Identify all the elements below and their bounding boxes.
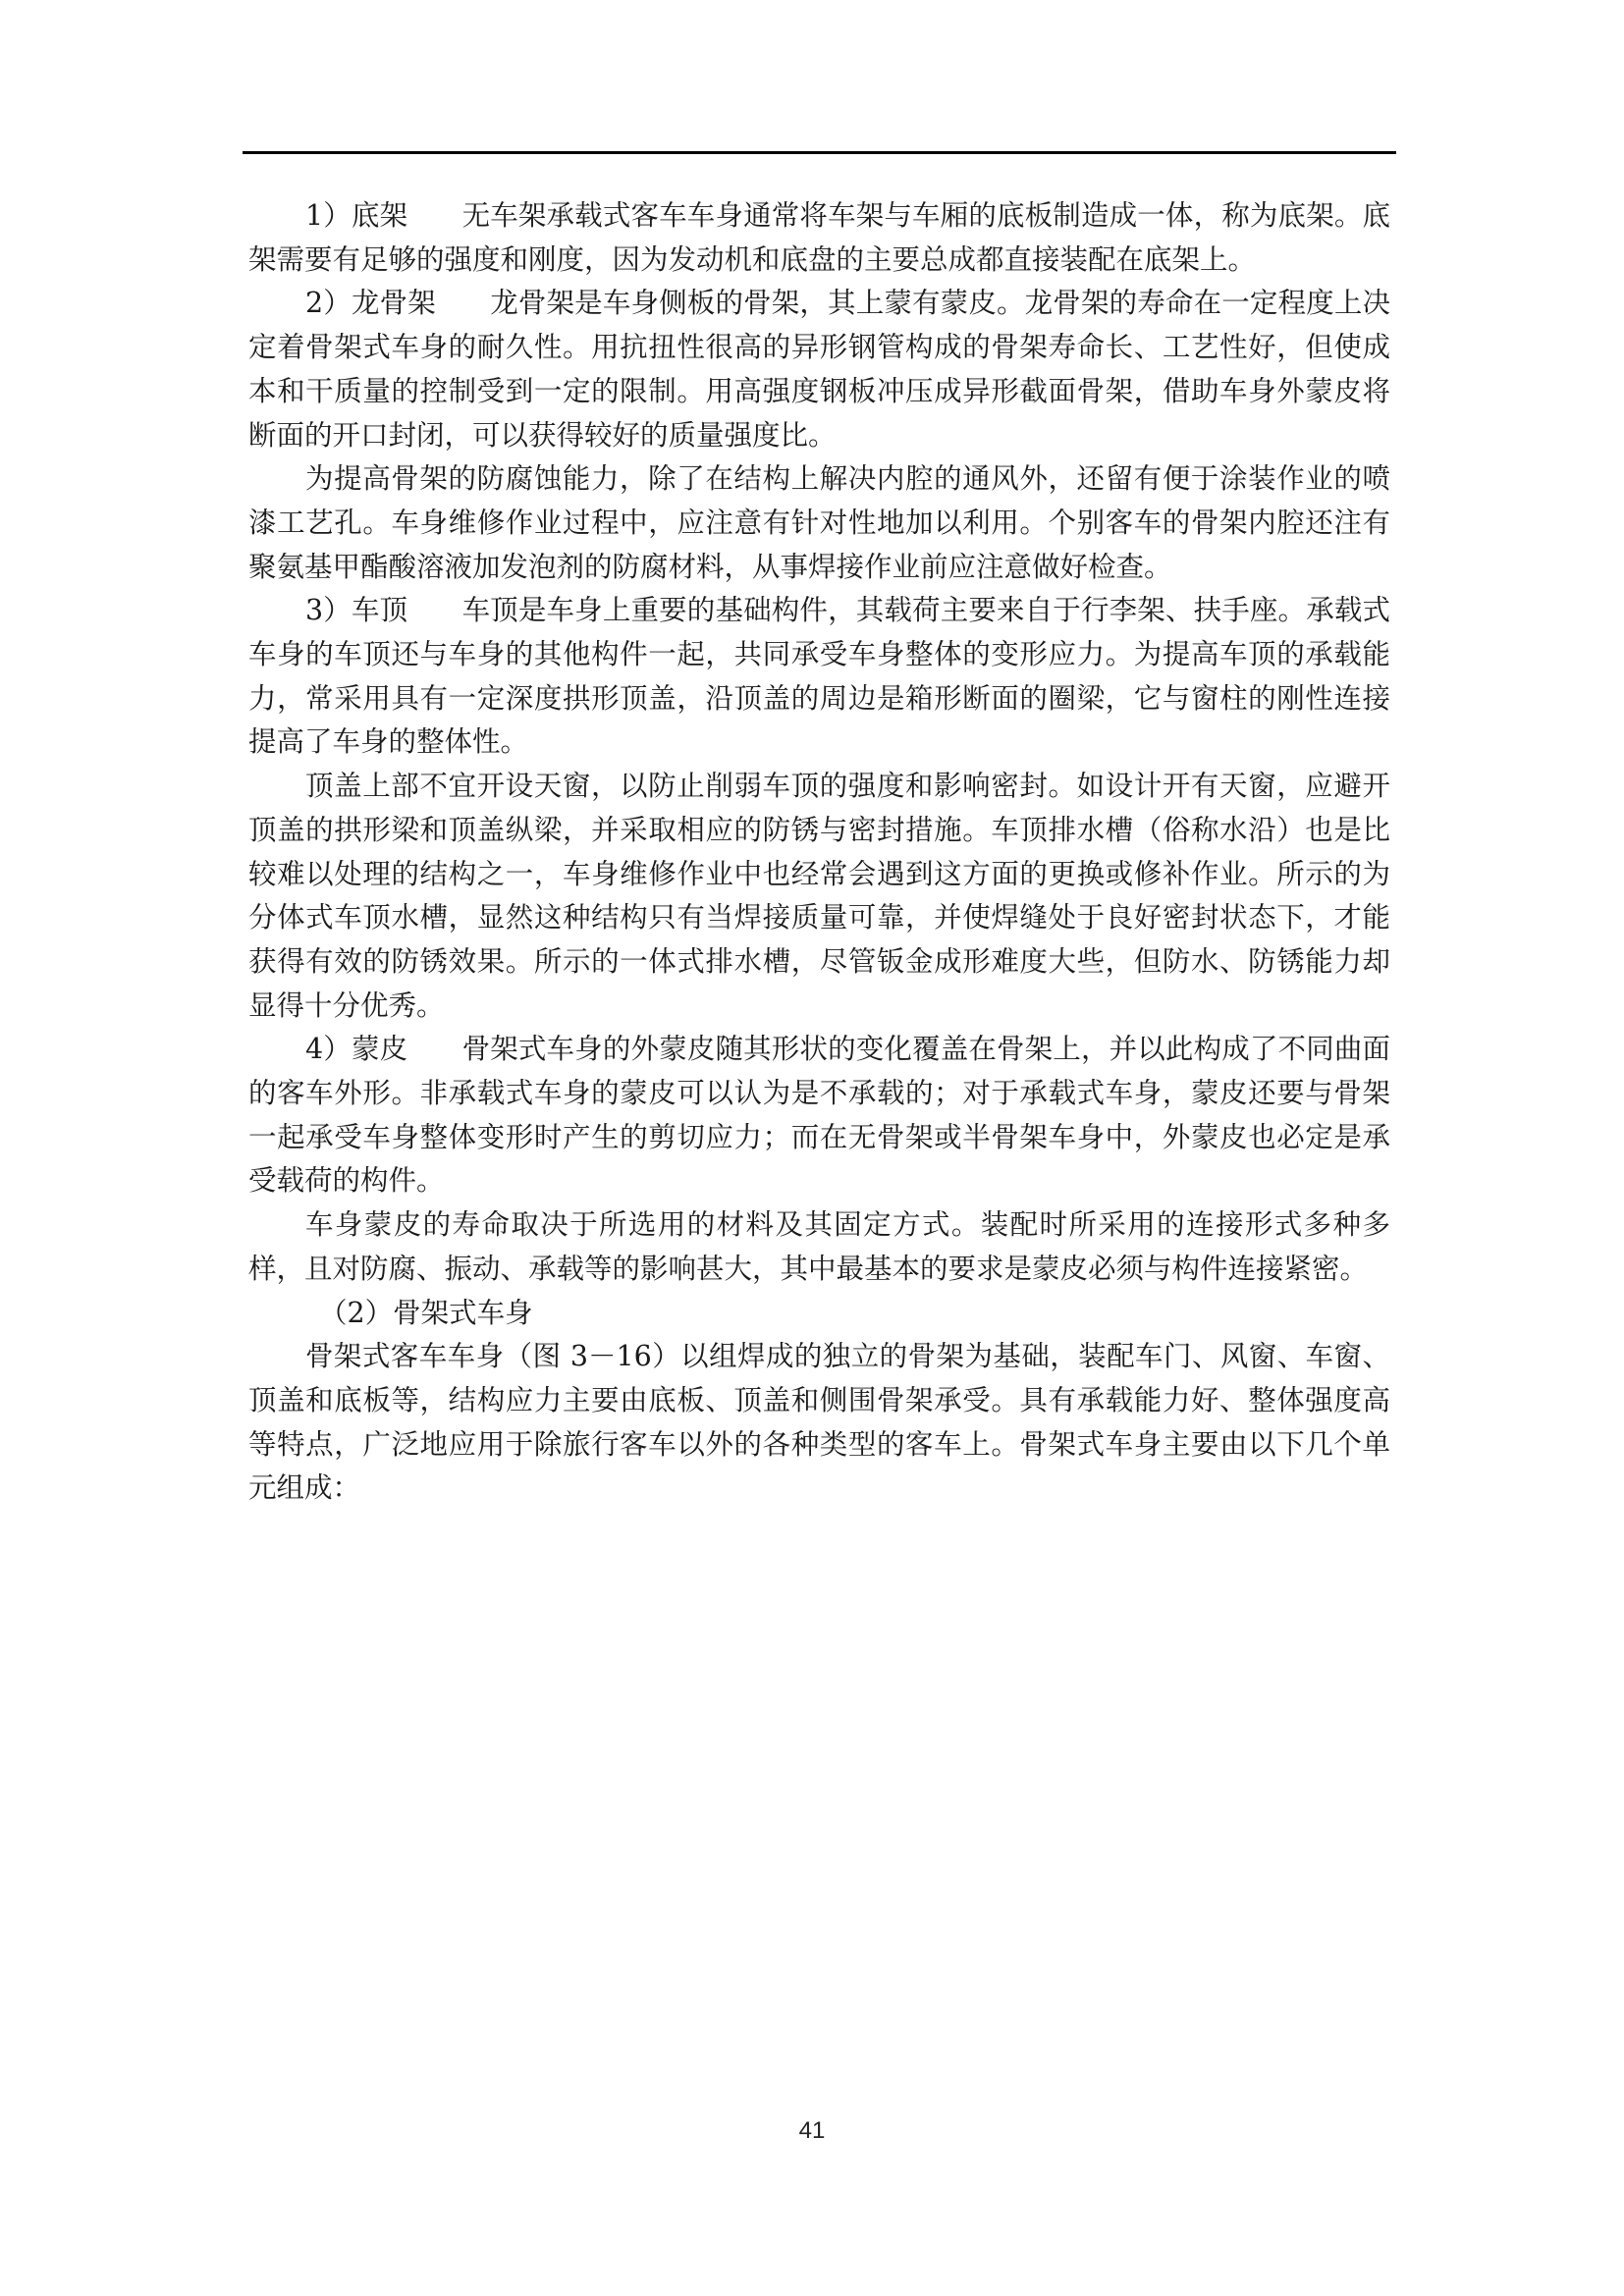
body-text xyxy=(248,194,1390,1511)
paragraph-text: 骨架式车身的外蒙皮随其形状的变化覆盖在骨架上，并以此构成了不同曲面的客车外形。非承载式车身的蒙皮可以认为是不承载的；对于承载式车身，蒙皮还要与骨架一起承受车身整体变形时产生的剪切应力；而在无骨架或半骨架车身中，外蒙皮也必定是承受载荷的构件。 xyxy=(248,1033,1391,1198)
paragraph-lead: 4）蒙皮 xyxy=(305,1033,408,1066)
header-rule xyxy=(243,151,1396,154)
paragraph-skin-life xyxy=(248,1203,1390,1291)
paragraph-text: 无车架承载式客车车身通常将车架与车厢的底板制造成一体，称为底架。底架需要有足够的强度和刚度，因为发动机和底盘的主要总成都直接装配在底架上。 xyxy=(248,199,1391,276)
section-heading-text: （2）骨架式车身 xyxy=(319,1296,533,1329)
paragraph-roof-cover xyxy=(248,765,1390,1028)
paragraph-lead: 2）龙骨架 xyxy=(305,287,436,320)
paragraph-frame-body xyxy=(248,1335,1390,1511)
paragraph-roof xyxy=(248,589,1390,765)
paragraph-text: 骨架式客车车身（图 3－16）以组焊成的独立的骨架为基础，装配车门、风窗、车窗、顶盖和底板等，结构应力主要由底板、顶盖和侧围骨架承受。具有承载能力好、整体强度高等特点，广泛地应用于除旅行客车以外的各种类型的客车上。骨架式车身主要由以下几个单元组成： xyxy=(248,1340,1390,1505)
paragraph-text: 顶盖上部不宜开设天窗，以防止削弱车顶的强度和影响密封。如设计开有天窗，应避开顶盖的拱形梁和顶盖纵梁，并采取相应的防锈与密封措施。车顶排水槽（俗称水沿）也是比较难以处理的结构之一，车身维修作业中也经常会遇到这方面的更换或修补作业。所示的为分体式车顶水槽，显然这种结构只有当焊接质量可靠，并使焊缝处于良好密封状态下，才能获得有效的防锈效果。所示的一体式排水槽，尽管钣金成形难度大些，但防水、防锈能力却显得十分优秀。 xyxy=(248,770,1390,1022)
paragraph-text: 车顶是车身上重要的基础构件，其载荷主要来自于行李架、扶手座。承载式车身的车顶还与车身的其他构件一起，共同承受车身整体的变形应力。为提高车顶的承载能力，常采用具有一定深度拱形顶盖，沿顶盖的周边是箱形断面的圈梁，它与窗柱的刚性连接提高了车身的整体性。 xyxy=(248,594,1391,759)
section-heading xyxy=(248,1292,1390,1336)
paragraph-underframe xyxy=(248,194,1390,282)
paragraph-lead: 1）底架 xyxy=(305,199,408,232)
paragraph-text: 为提高骨架的防腐蚀能力，除了在结构上解决内腔的通风外，还留有便于涂装作业的喷漆工艺孔。车身维修作业过程中，应注意有针对性地加以利用。个别客车的骨架内腔还注有聚氨基甲酯酸溶液加发泡剂的防腐材料，从事焊接作业前应注意做好检查。 xyxy=(248,462,1390,583)
paragraph-anticorrosion xyxy=(248,457,1390,589)
paragraph-skin xyxy=(248,1028,1390,1203)
page-number: 41 xyxy=(798,2117,826,2144)
paragraph-text: 龙骨架是车身侧板的骨架，其上蒙有蒙皮。龙骨架的寿命在一定程度上决定着骨架式车身的耐久性。用抗扭性很高的异形钢管构成的骨架寿命长、工艺性好，但使成本和干质量的控制受到一定的限制。用高强度钢板冲压成异形截面骨架，借助车身外蒙皮将断面的开口封闭，可以获得较好的质量强度比。 xyxy=(248,287,1390,452)
paragraph-lead: 3）车顶 xyxy=(305,594,408,627)
paragraph-text: 车身蒙皮的寿命取决于所选用的材料及其固定方式。装配时所采用的连接形式多种多样，且对防腐、振动、承载等的影响甚大，其中最基本的要求是蒙皮必须与构件连接紧密。 xyxy=(248,1208,1390,1285)
paragraph-keel-frame xyxy=(248,282,1390,457)
